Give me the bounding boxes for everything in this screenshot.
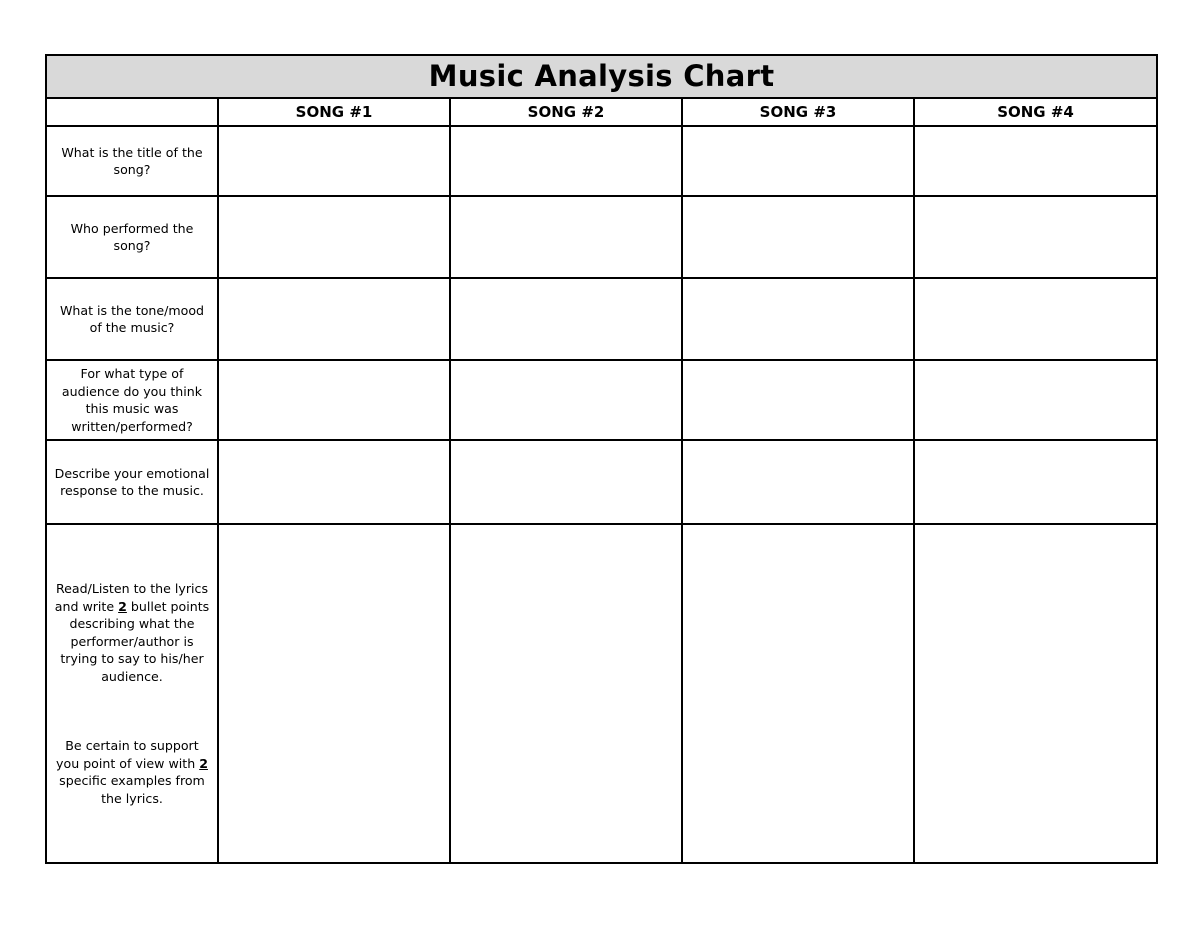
header-song-2: SONG #2 bbox=[450, 98, 682, 126]
question-performer: Who performed the song? bbox=[46, 196, 218, 278]
answer-cell[interactable] bbox=[682, 360, 914, 440]
header-song-1: SONG #1 bbox=[218, 98, 450, 126]
question-audience: For what type of audience do you think this music was written/performed? bbox=[46, 360, 218, 440]
answer-cell[interactable] bbox=[450, 524, 682, 863]
answer-cell[interactable] bbox=[218, 278, 450, 360]
answer-cell[interactable] bbox=[450, 440, 682, 524]
answer-cell[interactable] bbox=[682, 278, 914, 360]
answer-cell[interactable] bbox=[218, 126, 450, 196]
header-song-4: SONG #4 bbox=[914, 98, 1157, 126]
lyrics-part2-count: 2 bbox=[199, 755, 208, 771]
answer-cell[interactable] bbox=[914, 278, 1157, 360]
lyrics-part1-before: Read/Listen to the lyrics and write bbox=[54, 581, 209, 614]
music-analysis-table bbox=[45, 54, 1158, 864]
answer-cell[interactable] bbox=[682, 440, 914, 524]
answer-cell[interactable] bbox=[682, 126, 914, 196]
lyrics-part1-after: bullet points describing what the performer/author is trying to say to his/her audience. bbox=[60, 598, 210, 684]
header-blank bbox=[46, 98, 218, 126]
header-song-3: SONG #3 bbox=[682, 98, 914, 126]
answer-cell[interactable] bbox=[218, 196, 450, 278]
answer-cell[interactable] bbox=[218, 524, 450, 863]
answer-cell[interactable] bbox=[914, 524, 1157, 863]
question-emotional-response: Describe your emotional response to the music. bbox=[46, 440, 218, 524]
answer-cell[interactable] bbox=[914, 196, 1157, 278]
lyrics-part2-before: Be certain to support you point of view with bbox=[56, 738, 200, 771]
answer-cell[interactable] bbox=[682, 196, 914, 278]
answer-cell[interactable] bbox=[450, 126, 682, 196]
lyrics-part2-after: specific examples from the lyrics. bbox=[59, 773, 205, 806]
answer-cell[interactable] bbox=[218, 360, 450, 440]
answer-cell[interactable] bbox=[218, 440, 450, 524]
lyrics-part1-count: 2 bbox=[118, 598, 127, 614]
answer-cell[interactable] bbox=[914, 126, 1157, 196]
question-tone: What is the tone/mood of the music? bbox=[46, 278, 218, 360]
chart-title: Music Analysis Chart bbox=[46, 55, 1157, 98]
answer-cell[interactable] bbox=[450, 196, 682, 278]
question-title: What is the title of the song? bbox=[46, 126, 218, 196]
answer-cell[interactable] bbox=[450, 360, 682, 440]
question-lyrics bbox=[46, 524, 218, 863]
answer-cell[interactable] bbox=[682, 524, 914, 863]
answer-cell[interactable] bbox=[914, 360, 1157, 440]
answer-cell[interactable] bbox=[914, 440, 1157, 524]
answer-cell[interactable] bbox=[450, 278, 682, 360]
